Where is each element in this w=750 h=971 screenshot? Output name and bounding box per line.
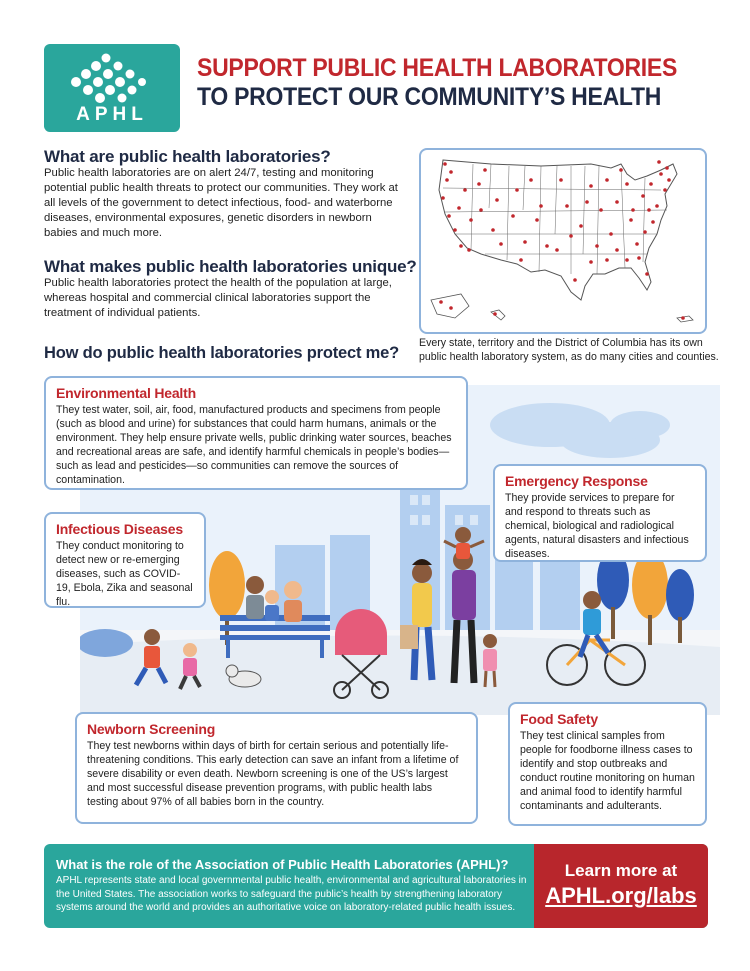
lab-location-dot (643, 230, 647, 234)
box-body: They conduct monitoring to detect new or re-emerging diseases, such as COVID-19, Ebola, Zika and seasonal flu. (56, 540, 193, 608)
lab-location-dot (599, 208, 603, 212)
page-title (197, 54, 717, 112)
lab-location-dot (635, 242, 639, 246)
lab-location-dot (529, 178, 533, 182)
cta-link[interactable]: APHL.org/labs (545, 883, 697, 908)
footer-body: APHL represents state and local governmental public health, environmental and agricultural laboratories in the United States. The association works to safeguard the public’s health by strengthening laboratory systems around the world and provides an authoritative voice on laboratory-related public health issues. (56, 875, 527, 913)
lab-location-dot (625, 182, 629, 186)
box-emergency-response (493, 464, 707, 562)
lab-location-dot (453, 228, 457, 232)
lab-location-dot (463, 188, 467, 192)
lab-location-dot (645, 272, 649, 276)
lab-location-dot (467, 248, 471, 252)
us-map-graphic (421, 150, 705, 332)
lab-location-dot (573, 278, 577, 282)
lab-location-dot (565, 204, 569, 208)
answer-unique: Public health laboratories protect the health of the population at large, whereas hospital and commercial clinical laboratories support the treatment of individual patients. (44, 277, 392, 319)
lab-location-dot (625, 258, 629, 262)
box-body: They test clinical samples from people for foodborne illness cases to identify and stop outbreaks and conduct routine monitoring on human and animal food to identify harmful contaminants and adulterants. (520, 730, 695, 812)
footer-title: What is the role of the Association of Public Health Laboratories (APHL)? (56, 857, 509, 872)
lab-location-dot (609, 232, 613, 236)
lab-location-dot (447, 214, 451, 218)
lab-location-dot (663, 188, 667, 192)
lab-location-dot (595, 244, 599, 248)
box-newborn-screening (75, 712, 478, 824)
box-infectious-diseases (44, 512, 206, 608)
lab-location-dot (657, 160, 661, 164)
lab-location-dot (589, 184, 593, 188)
lab-location-dot (651, 220, 655, 224)
lab-location-dot (605, 178, 609, 182)
lab-location-dot (495, 198, 499, 202)
box-environmental-health (44, 376, 468, 490)
question-what-are: What are public health laboratories? (44, 147, 331, 166)
box-title: Environmental Health (56, 385, 196, 401)
box-food-safety (508, 702, 707, 826)
lab-location-dot (665, 166, 669, 170)
molecule-icon (66, 52, 156, 107)
box-title: Infectious Diseases (56, 521, 183, 537)
lab-location-dot (479, 208, 483, 212)
lab-location-dot (555, 248, 559, 252)
lab-location-dot (449, 170, 453, 174)
lab-location-dot (441, 196, 445, 200)
cta-line-1: Learn more at (564, 861, 678, 880)
lab-location-dot (615, 248, 619, 252)
lab-location-dot (681, 316, 685, 320)
lab-location-dot (439, 300, 443, 304)
box-title: Emergency Response (505, 473, 648, 489)
lab-location-dot (629, 218, 633, 222)
learn-more-cta[interactable] (534, 844, 708, 928)
lab-location-dot (619, 168, 623, 172)
box-body: They test water, soil, air, food, manufactured products and specimens from people (such as blood and urine) for substances that could harm humans, animals or the environment. They help ensure private wells, public drinking water sources, beaches and recreational areas are safe, and identify harmful chemicals in people’s bodies—such as lead and pesticides—so communities can remove the sources of contamination. (56, 404, 452, 486)
lab-location-dot (641, 194, 645, 198)
lab-location-dot (457, 206, 461, 210)
lab-location-dot (649, 182, 653, 186)
lab-location-dot (499, 242, 503, 246)
lab-location-dot (559, 178, 563, 182)
us-lab-map (419, 148, 707, 334)
lab-location-dot (615, 200, 619, 204)
question-unique: What makes public health laboratories unique? (44, 257, 417, 276)
map-caption: Every state, territory and the District of Columbia has its own public health laboratory system, as do many cities and counties. (419, 337, 719, 363)
box-body: They test newborns within days of birth for certain serious and potentially life-threatening conditions. This early detection can save an infant from a lifetime of severe disability or even death. Newborn screening is one of the US’s largest and most successful disease prevention programs, with public health labs testing about 97% of all babies born in the country. (87, 740, 459, 808)
box-title: Newborn Screening (87, 721, 216, 737)
lab-location-dot (535, 218, 539, 222)
lab-location-dot (667, 178, 671, 182)
box-body: They provide services to prepare for and respond to threats such as chemical, biological and radiological agents, natural disasters and infectious diseases. (505, 492, 689, 560)
lab-location-dot (631, 208, 635, 212)
lab-location-dot (445, 178, 449, 182)
box-title: Food Safety (520, 711, 598, 727)
lab-location-dot (491, 228, 495, 232)
title-line-2: TO PROTECT OUR COMMUNITY’S HEALTH (197, 83, 662, 111)
lab-location-dot (477, 182, 481, 186)
lab-location-dot (515, 188, 519, 192)
title-line-1: SUPPORT PUBLIC HEALTH LABORATORIES (197, 54, 678, 82)
lab-location-dot (569, 234, 573, 238)
logo-text: APHL (76, 104, 148, 125)
lab-location-dot (459, 244, 463, 248)
lab-location-dot (655, 204, 659, 208)
lab-location-dot (519, 258, 523, 262)
lab-location-dot (589, 260, 593, 264)
lab-location-dot (605, 258, 609, 262)
lab-location-dot (585, 200, 589, 204)
lab-location-dot (659, 172, 663, 176)
lab-location-dot (637, 256, 641, 260)
lab-location-dot (545, 244, 549, 248)
lab-location-dot (443, 162, 447, 166)
lab-location-dot (523, 240, 527, 244)
answer-what-are: Public health laboratories are on alert 24/7, testing and monitoring potential public health threats to protect our communities. They work at all levels of the government to detect infectious, food- and waterborne diseases, environmental exposures, genetic disorders in newborn babies and much more. (44, 167, 398, 239)
footer-banner (44, 844, 708, 928)
lab-location-dot (483, 168, 487, 172)
aphl-logo (44, 44, 180, 132)
lab-location-dot (539, 204, 543, 208)
lab-location-dot (579, 224, 583, 228)
lab-location-dot (469, 218, 473, 222)
lab-location-dot (493, 312, 497, 316)
lab-location-dot (647, 208, 651, 212)
lab-location-dot (449, 306, 453, 310)
question-protect: How do public health laboratories protect me? (44, 344, 399, 362)
lab-location-dot (511, 214, 515, 218)
